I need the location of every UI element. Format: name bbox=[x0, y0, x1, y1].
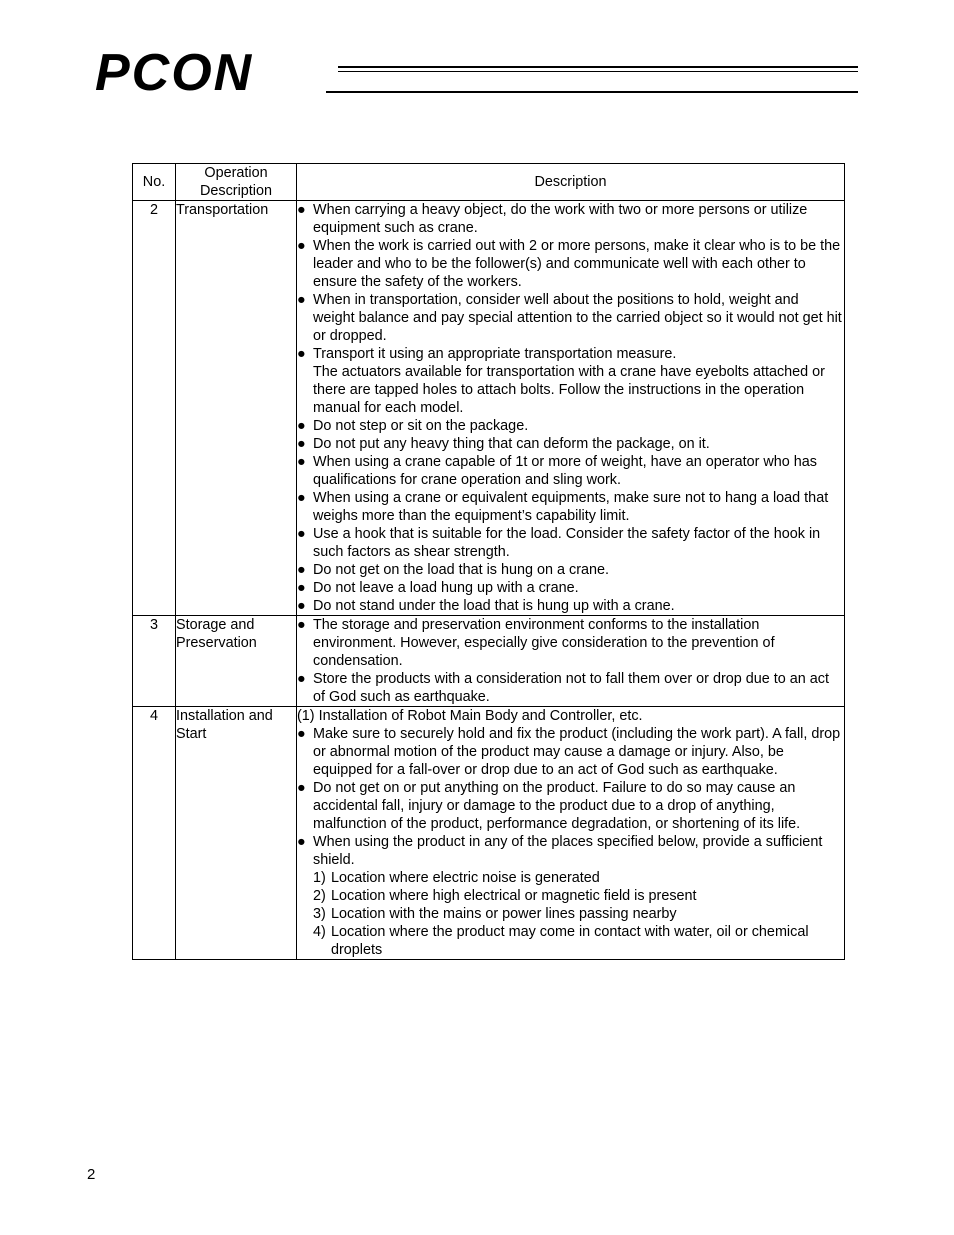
bullet-icon: ● bbox=[297, 346, 306, 362]
list-item: ● Do not stand under the load that is hung up with a crane. bbox=[297, 598, 675, 614]
bullet-icon: ● bbox=[297, 562, 306, 578]
list-item: ● Make sure to securely hold and fix the product (including the work part). A fall, drop or abnormal motion of the product may cause a damage or injury. Also, be equipped for a fall-over or drop due to an act of God such as earthquake. bbox=[297, 726, 841, 778]
column-header-description: Description bbox=[297, 164, 845, 201]
list-item: ● When using the product in any of the places specified below, provide a sufficient shield. bbox=[297, 834, 823, 868]
list-item: ● Transport it using an appropriate transportation measure. bbox=[297, 346, 677, 362]
bullet-icon: ● bbox=[297, 617, 306, 633]
list-item: ● Do not step or sit on the package. bbox=[297, 418, 529, 434]
bullet-icon: ● bbox=[297, 580, 306, 596]
list-item: ● Store the products with a consideration not to fall them over or drop due to an act of God such as earthquake. bbox=[297, 671, 829, 705]
bullet-icon: ● bbox=[297, 726, 306, 742]
description-cell bbox=[297, 707, 845, 960]
bullet-icon: ● bbox=[297, 598, 306, 614]
header-rule bbox=[338, 66, 858, 68]
table-header-row bbox=[133, 164, 845, 201]
list-item: ● Do not leave a load hung up with a crane. bbox=[297, 580, 579, 596]
description-cell bbox=[297, 201, 845, 616]
pcon-logo: PCON bbox=[95, 44, 254, 102]
bullet-icon: ● bbox=[297, 780, 306, 796]
location-item: 2) Location where high electrical or magnetic field is present bbox=[313, 888, 697, 904]
bullet-icon: ● bbox=[297, 671, 306, 687]
operation-name: Installation and Start bbox=[176, 707, 297, 960]
list-item: ● Use a hook that is suitable for the load. Consider the safety factor of the hook in such factors as shear strength. bbox=[297, 526, 821, 560]
bullet-icon: ● bbox=[297, 436, 306, 452]
bullet-icon: ● bbox=[297, 202, 306, 218]
location-item: 4) Location where the product may come in contact with water, oil or chemical droplets bbox=[313, 924, 809, 958]
bullet-icon: ● bbox=[297, 238, 306, 254]
bullet-icon: ● bbox=[297, 292, 306, 308]
location-item: 1) Location where electric noise is generated bbox=[313, 870, 600, 886]
list-item: ● When carrying a heavy object, do the work with two or more persons or utilize equipment such as crane. bbox=[297, 202, 808, 236]
operation-name: Transportation bbox=[176, 201, 297, 616]
row-number: 3 bbox=[133, 616, 176, 707]
list-item: ● When in transportation, consider well about the positions to hold, weight and weight balance and pay special attention to the carried object so it would not get hit or dropped. bbox=[297, 292, 842, 344]
transport-note: The actuators available for transportation with a crane have eyebolts attached or there are tapped holes to attach bolts. Follow the instructions in the operation manual for each model. bbox=[313, 364, 825, 416]
row-number: 2 bbox=[133, 201, 176, 616]
column-header-no: No. bbox=[133, 164, 176, 201]
section-heading: (1) Installation of Robot Main Body and Controller, etc. bbox=[297, 708, 643, 724]
bullet-icon: ● bbox=[297, 834, 306, 850]
operation-name: Storage and Preservation bbox=[176, 616, 297, 707]
list-item: ● Do not get on the load that is hung on a crane. bbox=[297, 562, 610, 578]
list-item: ● The storage and preservation environment conforms to the installation environment. However, especially give consideration to the prevention of condensation. bbox=[297, 617, 775, 669]
bullet-icon: ● bbox=[297, 526, 306, 542]
table-row bbox=[133, 616, 845, 707]
list-item: ● When using a crane or equivalent equipments, make sure not to hang a load that weighs more than the equipment’s capability limit. bbox=[297, 490, 829, 524]
page-number: 2 bbox=[87, 1166, 96, 1183]
description-cell bbox=[297, 616, 845, 707]
bullet-icon: ● bbox=[297, 490, 306, 506]
bullet-icon: ● bbox=[297, 454, 306, 470]
bullet-icon: ● bbox=[297, 418, 306, 434]
table-row bbox=[133, 201, 845, 616]
list-item: ● Do not put any heavy thing that can deform the package, on it. bbox=[297, 436, 710, 452]
column-header-operation: Operation Description bbox=[176, 164, 297, 201]
location-item: 3) Location with the mains or power lines passing nearby bbox=[313, 906, 677, 922]
list-item: ● When the work is carried out with 2 or more persons, make it clear who is to be the leader and who to be the follower(s) and communicate well with each other to ensure the safety of the workers. bbox=[297, 238, 841, 290]
table-row bbox=[133, 707, 845, 960]
operation-table bbox=[132, 163, 845, 960]
header-rule bbox=[326, 91, 858, 93]
list-item: ● When using a crane capable of 1t or more of weight, have an operator who has qualifications for crane operation and sling work. bbox=[297, 454, 817, 488]
row-number: 4 bbox=[133, 707, 176, 960]
list-item: ● Do not get on or put anything on the product. Failure to do so may cause an accidental fall, injury or damage to the product due to a drop of anything, malfunction of the product, performance degradation, or shortening of its life. bbox=[297, 780, 801, 832]
header-rule bbox=[338, 71, 858, 72]
